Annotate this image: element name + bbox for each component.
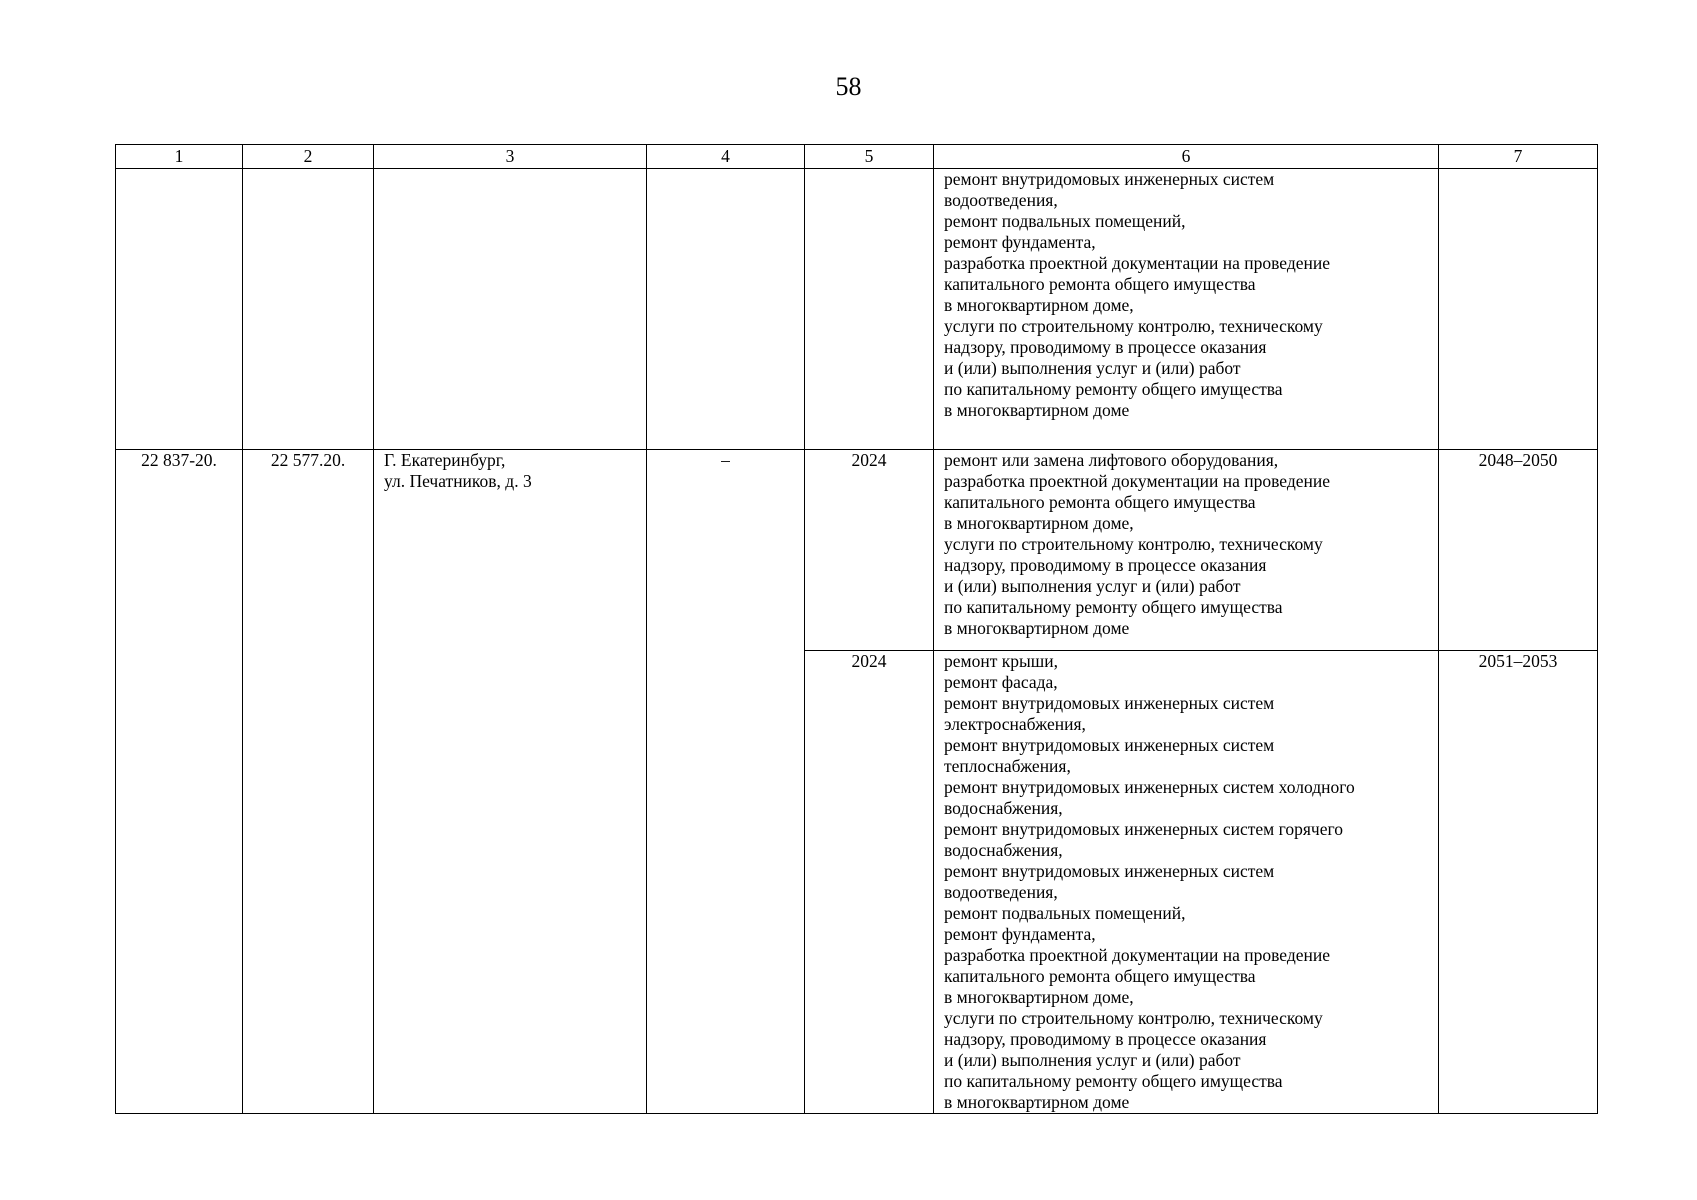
cell-text-line: ремонт крыши,	[944, 651, 1058, 671]
column-header-2: 2	[243, 145, 374, 169]
row2-year-cell: 2024	[805, 450, 934, 651]
cell-text-line: в многоквартирном доме	[944, 400, 1130, 420]
row3-year-cell: 2024	[805, 651, 934, 1114]
cell-text-line: и (или) выполнения услуг и (или) работ	[944, 358, 1241, 378]
column-number-header-row	[116, 145, 1598, 169]
cell-text-line: капитального ремонта общего имущества	[944, 492, 1256, 512]
cell-text-line: надзору, проводимому в процессе оказания	[944, 555, 1267, 575]
table-row	[116, 450, 1598, 651]
cell-text-line: в многоквартирном доме,	[944, 513, 1134, 533]
row2-works-cell	[934, 450, 1439, 651]
cell-text-line: разработка проектной документации на проведение	[944, 253, 1330, 273]
cell-text-line: ремонт фасада,	[944, 672, 1058, 692]
cell-text-line: ремонт фундамента,	[944, 924, 1096, 944]
column-header-5: 5	[805, 145, 934, 169]
row1-works-cell	[934, 169, 1439, 450]
row1-address-cell	[374, 169, 647, 450]
row2-col1-cell: 22 837-20.	[116, 450, 243, 1114]
cell-text-line: капитального ремонта общего имущества	[944, 966, 1256, 986]
cell-text-line: услуги по строительному контролю, техническому	[944, 316, 1323, 336]
cell-text-line: и (или) выполнения услуг и (или) работ	[944, 1050, 1241, 1070]
cell-text-line: по капитальному ремонту общего имущества	[944, 597, 1283, 617]
row3-col7-cell: 2051–2053	[1439, 651, 1598, 1114]
cell-text-line: ремонт внутридомовых инженерных систем	[944, 693, 1275, 713]
cell-text-line: ремонт фундамента,	[944, 232, 1096, 252]
row1-col4-cell	[647, 169, 805, 450]
cell-text-line: надзору, проводимому в процессе оказания	[944, 1029, 1267, 1049]
cell-text-line: ул. Печатников, д. 3	[384, 471, 532, 491]
cell-text-line: ремонт внутридомовых инженерных систем	[944, 735, 1275, 755]
column-header-4: 4	[647, 145, 805, 169]
cell-text-line: водоотведения,	[944, 190, 1058, 210]
cell-text-line: электроснабжения,	[944, 714, 1086, 734]
row2-col7-cell: 2048–2050	[1439, 450, 1598, 651]
row1-col1-cell	[116, 169, 243, 450]
row1-col2-cell	[243, 169, 374, 450]
cell-text-line: ремонт внутридомовых инженерных систем холодного	[944, 777, 1355, 797]
row1-year-cell	[805, 169, 934, 450]
cell-text-line: по капитальному ремонту общего имущества	[944, 1071, 1283, 1091]
cell-text-line: услуги по строительному контролю, техническому	[944, 534, 1323, 554]
repair-schedule-table	[115, 144, 1598, 1114]
column-header-6: 6	[934, 145, 1439, 169]
cell-text-line: капитального ремонта общего имущества	[944, 274, 1256, 294]
cell-text-line: теплоснабжения,	[944, 756, 1071, 776]
cell-text-line: водоотведения,	[944, 882, 1058, 902]
cell-text-line: ремонт внутридомовых инженерных систем горячего	[944, 819, 1343, 839]
row1-col7-cell	[1439, 169, 1598, 450]
row2-address-cell	[374, 450, 647, 1114]
cell-text-line: ремонт подвальных помещений,	[944, 903, 1186, 923]
cell-text-line: по капитальному ремонту общего имущества	[944, 379, 1283, 399]
cell-text-line: разработка проектной документации на проведение	[944, 945, 1330, 965]
cell-text-line: водоснабжения,	[944, 798, 1063, 818]
page-number: 58	[835, 72, 862, 101]
column-header-1: 1	[116, 145, 243, 169]
cell-text-line: услуги по строительному контролю, техническому	[944, 1008, 1323, 1028]
cell-text-line: водоснабжения,	[944, 840, 1063, 860]
cell-text-line: надзору, проводимому в процессе оказания	[944, 337, 1267, 357]
cell-text-line: Г. Екатеринбург,	[384, 450, 506, 470]
cell-text-line: в многоквартирном доме	[944, 1092, 1130, 1112]
cell-text-line: и (или) выполнения услуг и (или) работ	[944, 576, 1241, 596]
row2-col2-cell: 22 577.20.	[243, 450, 374, 1114]
column-header-7: 7	[1439, 145, 1598, 169]
row3-works-cell	[934, 651, 1439, 1114]
cell-text-line: ремонт внутридомовых инженерных систем	[944, 169, 1275, 189]
cell-text-line: ремонт или замена лифтового оборудования,	[944, 450, 1279, 470]
column-header-3: 3	[374, 145, 647, 169]
cell-text-line: разработка проектной документации на проведение	[944, 471, 1330, 491]
cell-text-line: в многоквартирном доме,	[944, 295, 1134, 315]
cell-text-line: ремонт подвальных помещений,	[944, 211, 1186, 231]
cell-text-line: ремонт внутридомовых инженерных систем	[944, 861, 1275, 881]
cell-text-line: в многоквартирном доме,	[944, 987, 1134, 1007]
table-row	[116, 169, 1598, 450]
row2-col4-cell: –	[647, 450, 805, 1114]
cell-text-line: в многоквартирном доме	[944, 618, 1130, 638]
